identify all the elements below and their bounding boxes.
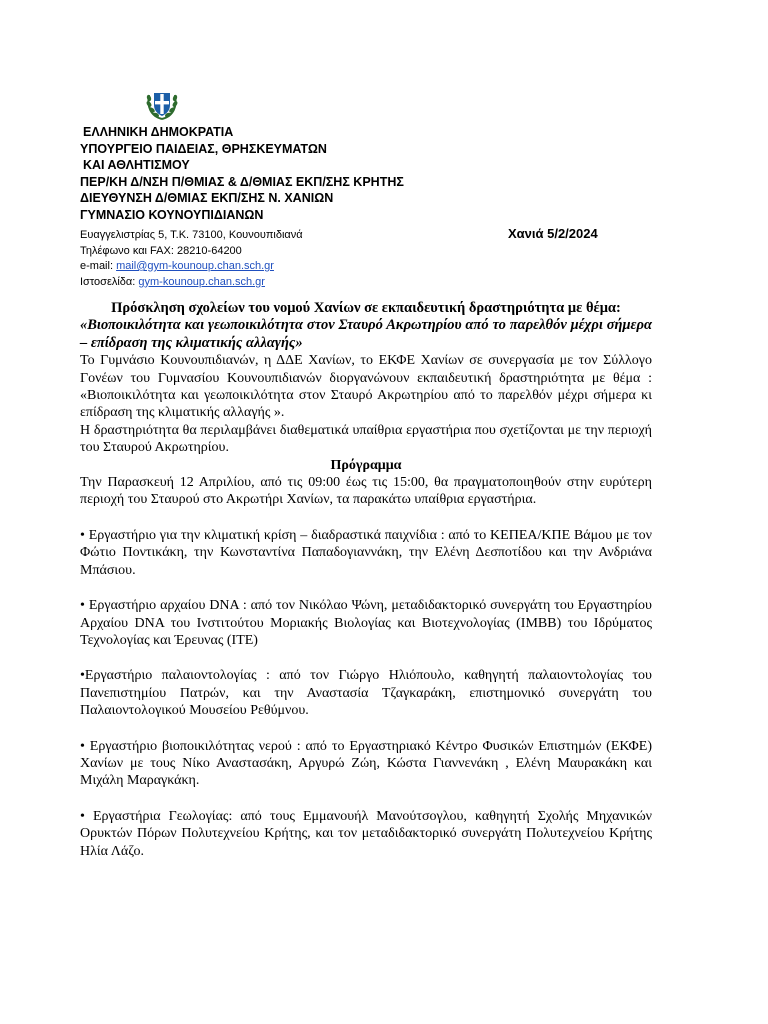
contact-address: Ευαγγελιστρίας 5, Τ.Κ. 73100, Κουνουπιδιανά: [80, 229, 303, 241]
website-link[interactable]: gym-kounoup.chan.sch.gr: [138, 275, 265, 288]
header-line-ministry-cont: ΚΑΙ ΑΘΛΗΤΙΣΜΟΥ: [83, 158, 190, 173]
document-body: [80, 300, 652, 860]
workshop-item-climate: • Εργαστήριο για την κλιματική κρίση – διαδραστικά παιχνίδια : από το ΚΕΠΕΑ/ΚΠΕ Βάμου με τον Φώτιο Ποντικάκη, την Κωνσταντίνα Παπαδογιαννάκη, την Ελένη Δεσποτίδου και την Ανδριάνα Μπάσιου.: [80, 527, 652, 578]
hellenic-republic-emblem-icon: [144, 86, 180, 122]
workshop-item-geology: • Εργαστήρια Γεωλογίας: από τους Εμμανουήλ Μανούτσογλου, καθηγητή Σχολής Μηχανικών Ορυκτών Πόρων Πολυτεχνείου Κρήτης, και τον μεταδιδακτορικό συνεργάτη Πολυτεχνείου Κρήτης Ηλία Λάζο.: [80, 808, 652, 859]
workshop-item-water-biodiversity: • Εργαστήριο βιοποικιλότητας νερού : από το Εργαστηριακό Κέντρο Φυσικών Επιστημών (ΕΚΦΕ) Χανίων με τους Νίκο Αναστασάκη, Αργυρώ Ζώη, Κώστα Γιαννενάκη , Ελένη Μαυρακάκη και Μιχάλη Μαραγκάκη.: [80, 738, 652, 789]
document-date: Χανιά 5/2/2024: [508, 226, 598, 241]
header-line-directorate: ΔΙΕΥΘΥΝΣΗ Δ/ΘΜΙΑΣ ΕΚΠ/ΣΗΣ Ν. ΧΑΝΙΩΝ: [80, 191, 334, 206]
invitation-topic: «Βιοποικιλότητα και γεωποικιλότητα στον Σταυρό Ακρωτηρίου από το παρελθόν μέχρι σήμερα – επίδραση της κλιματικής αλλαγής»: [80, 317, 652, 351]
contact-website-row: [80, 275, 440, 291]
header-line-republic: ΕΛΛΗΝΙΚΗ ΔΗΜΟΚΡΑΤΙΑ: [83, 125, 234, 139]
header-line-regional-directorate: ΠΕΡ/ΚΗ Δ/ΝΣΗ Π/ΘΜΙΑΣ & Δ/ΘΜΙΑΣ ΕΚΠ/ΣΗΣ ΚΡΗΤΗΣ: [80, 174, 404, 189]
header-line-ministry: ΥΠΟΥΡΓΕΙΟ ΠΑΙΔΕΙΑΣ, ΘΡΗΣΚΕΥΜΑΤΩΝ: [80, 141, 327, 156]
workshop-item-dna: • Εργαστήριο αρχαίου DNA : από τον Νικόλαο Ψώνη, μεταδιδακτορικό συνεργάτη του Εργαστηρίου Αρχαίου DNA του Ινστιτούτου Μοριακής Βιολογίας και Βιοτεχνολογίας (IMBB) του Ιδρύματος Τεχνολογίας και Έρευνας (ΙΤΕ): [80, 598, 652, 648]
contact-email-row: [80, 259, 440, 275]
email-link[interactable]: mail@gym-kounoup.chan.sch.gr: [116, 260, 274, 272]
email-label: e-mail:: [80, 260, 117, 272]
invitation-title: Πρόσκληση σχολείων του νομού Χανίων σε εκπαιδευτική δραστηριότητα με θέμα:: [111, 300, 621, 316]
header-line-school: ΓΥΜΝΑΣΙΟ ΚΟΥΝΟΥΠΙΔΙΑΝΩΝ: [80, 207, 264, 222]
workshop-item-paleontology: •Εργαστήριο παλαιοντολογίας : από τον Γιώργο Ηλιόπουλο, καθηγητή παλαιοντολογίας του Πανεπιστημίου Πατρών, και την Αναστασία Τζαγκαράκη, επιστημονικό συνεργάτη του Παλαιοντολογικού Μουσείου Ρεθύμνου.: [80, 668, 652, 719]
contact-phone: Τηλέφωνο και FAX: 28210-64200: [80, 244, 242, 257]
program-heading: Πρόγραμμα: [330, 457, 402, 473]
contact-block: [80, 228, 440, 290]
program-intro: Την Παρασκευή 12 Απριλίου, από τις 09:00 έως τις 15:00, θα πραγματοποιηθούν στην ευρύτερη περιοχή του Σταυρού στο Ακρωτήρι Χανίων, τα παρακάτω υπαίθρια εργαστήρια.: [80, 475, 652, 508]
intro-paragraph: Το Γυμνάσιο Κουνουπιδιανών, η ΔΔΕ Χανίων, το ΕΚΦΕ Χανίων σε συνεργασία με τον Σύλλογο Γονέων του Γυμνασίου Κουνουπιδιανών διοργανώνουν εκπαιδευτική δραστηριότητα με θέμα : «Βιοποικιλότητα και γεωποικιλότητα στον Σταυρό Ακρωτηρίου από το παρελθόν μέχρι σήμερα κι επίδραση της κλιματικής αλλαγής ».: [80, 353, 652, 421]
intro-paragraph-2: Η δραστηριότητα θα περιλαμβάνει διαθεματικά υπαίθρια εργαστήρια που σχετίζονται με την περιοχή του Σταυρού Ακρωτηρίου.: [80, 422, 652, 456]
issuer-header: [80, 124, 410, 224]
website-label: Ιστοσελίδα:: [80, 275, 139, 288]
